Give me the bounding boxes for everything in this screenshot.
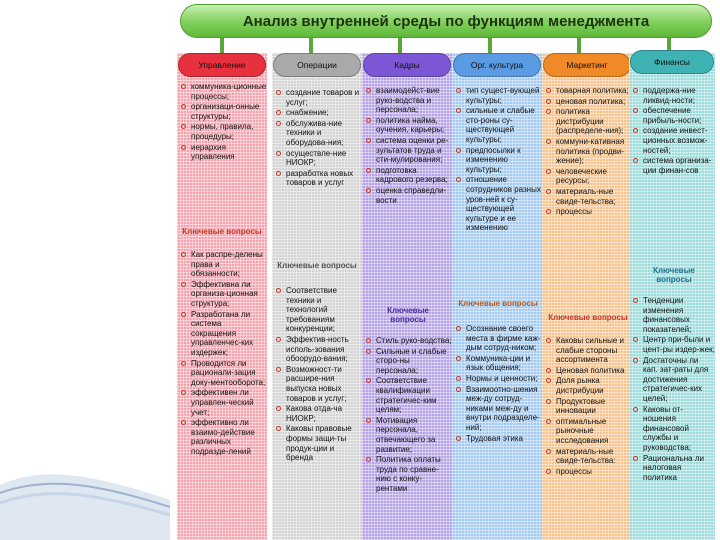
key-questions-label-operations: Ключевые вопросы xyxy=(277,260,357,270)
list-item: коммуни-кативная политика (продви-жение); xyxy=(546,137,632,166)
list-item: материаль-ные свиде-тельства; xyxy=(546,187,632,206)
column-header-marketing: Маркетинг xyxy=(543,53,631,77)
list-item: сильные и слабые сто-роны су-ществующей культуры; xyxy=(456,106,542,144)
marketing-items-list xyxy=(546,86,632,218)
list-item: Как распре-делены права и обязанности; xyxy=(181,250,267,279)
list-item: оптимальные рыночные исследования xyxy=(546,417,632,446)
list-item: Какова отда-ча НИОКР; xyxy=(276,404,362,423)
list-item: политика найма, оучения, карьеры; xyxy=(366,116,452,135)
list-item: предпосылки к изменению культуры; xyxy=(456,146,542,175)
finance-items-list xyxy=(633,86,715,176)
list-item: Взаимоотно-шения меж-ду сотруд-никами меж-ду и внутри подразделе-ний; xyxy=(456,385,542,433)
operations-questions-list xyxy=(276,286,362,464)
column-header-personnel: Кадры xyxy=(363,53,451,77)
list-item: Каковы правовые формы защи-ты продук-ции и бренда xyxy=(276,424,362,462)
list-item: Стиль руко-водства; xyxy=(366,336,452,346)
management-questions-list xyxy=(181,250,267,457)
list-item: Каковы от-ношения финансовой службы и руководства; xyxy=(633,405,715,453)
list-item: создание товаров и услуг; xyxy=(276,88,362,107)
list-item: тип сущест-вующей культуры; xyxy=(456,86,542,105)
list-item: иерархия управления xyxy=(181,143,267,162)
list-item: эффективно ли взаимо-действие различных подразде-лений xyxy=(181,418,267,456)
list-item: Политика оплаты труда по сравне-нию с конку-рентами xyxy=(366,455,452,493)
key-questions-label-personnel: Ключевые вопросы xyxy=(387,306,429,324)
org-culture-items-list xyxy=(456,86,542,234)
list-item: Центр при-были и цент-ры издер-жек; xyxy=(633,335,715,354)
decorative-swoosh xyxy=(0,445,170,540)
marketing-questions-list xyxy=(546,336,632,477)
key-questions-label-marketing: Ключевые вопросы xyxy=(548,312,628,322)
column-header-operations: Операции xyxy=(273,53,361,77)
list-item: Продуктовые инновации xyxy=(546,397,632,416)
list-item: коммуника-ционные процессы; xyxy=(181,82,267,101)
column-header-org-culture: Орг. культура xyxy=(453,53,541,77)
list-item: Сильные и слабые сторо-ны персонала; xyxy=(366,347,452,376)
list-item: Достаточны ли кап. зат-раты для достижения стратегичес-ких целей; xyxy=(633,356,715,404)
list-item: отношение сотрудников разных уров-ней к су-ществующей культуре и ее изменению xyxy=(456,175,542,233)
diagram-title: Анализ внутренней среды по функциям менеджмента xyxy=(180,4,712,38)
list-item: Соответствие квалификации стратегичес-ким целям; xyxy=(366,376,452,414)
list-item: Возможност-ти расшире-ния выпуска новых товаров и услуг; xyxy=(276,365,362,403)
list-item: обеспечение прибыль-ности; xyxy=(633,106,715,125)
column-header-finance: Финансы xyxy=(630,50,714,74)
list-item: осуществле-ние НИОКР; xyxy=(276,149,362,168)
key-questions-label-org-culture: Ключевые вопросы xyxy=(458,298,538,308)
key-questions-label-management: Ключевые вопросы xyxy=(182,226,262,236)
list-item: Осознание своего места в фирме каж-дым сотруд-ником; xyxy=(456,324,542,353)
list-item: Проводится ли рационали-зация доку-ментооборота; xyxy=(181,359,267,388)
list-item: Ценовая политика xyxy=(546,366,632,376)
management-items-list xyxy=(181,82,267,163)
list-item: Нормы и ценности; xyxy=(456,374,542,384)
operations-items-list xyxy=(276,88,362,189)
finance-questions-list xyxy=(633,296,715,483)
list-item: разработка новых товаров и услуг xyxy=(276,169,362,188)
list-item: Эффектив-ность исполь-зования обоорудо-вания; xyxy=(276,335,362,364)
list-item: товарная политика; xyxy=(546,86,632,96)
list-item: человеческие ресурсы; xyxy=(546,167,632,186)
column-header-management: Управление xyxy=(178,53,266,77)
list-item: нормы, правила, процедуры; xyxy=(181,122,267,141)
list-item: снабжение; xyxy=(276,108,362,118)
list-item: организаци-онные структуры; xyxy=(181,102,267,121)
list-item: Рациональна ли налоговая политика xyxy=(633,454,715,483)
list-item: создание инвест-ционных возмож-ностей; xyxy=(633,126,715,155)
list-item: оценка справедли-вости xyxy=(366,186,452,205)
list-item: политика дистрибуции (распределе-ния); xyxy=(546,107,632,136)
list-item: Коммуника-ции и язык общения; xyxy=(456,354,542,373)
list-item: Трудовая этика xyxy=(456,434,542,444)
list-item: процессы xyxy=(546,207,632,217)
list-item: Соответствие техники и технологий требованиям конкуренции; xyxy=(276,286,362,334)
list-item: подготовка кадрового резерва; xyxy=(366,166,452,185)
list-item: эффективен ли управлен-ческий учет; xyxy=(181,388,267,417)
list-item: Доля рынка дистрибуции xyxy=(546,376,632,395)
list-item: Тенденции изменения финансовых показателей; xyxy=(633,296,715,334)
list-item: процессы xyxy=(546,467,632,477)
list-item: поддержа-ние ликвид-ности; xyxy=(633,86,715,105)
list-item: Мотивация персонала, отвечающего за развитие; xyxy=(366,416,452,454)
key-questions-label-finance: Ключевые вопросы xyxy=(653,266,695,284)
list-item: Эффективна ли организа-ционная структура; xyxy=(181,280,267,309)
list-item: Каковы сильные и слабые стороны ассортимента xyxy=(546,336,632,365)
org-culture-questions-list xyxy=(456,324,542,444)
list-item: система оценки ре-зультатов труда и сти-мулирования; xyxy=(366,136,452,165)
personnel-items-list xyxy=(366,86,452,206)
list-item: система организа-ции финан-сов xyxy=(633,156,715,175)
list-item: взаимодейст-вие руко-водства и персонала; xyxy=(366,86,452,115)
list-item: Разработана ли система сокращения управленчес-ких издержек; xyxy=(181,310,267,358)
list-item: материаль-ные свиде-тельства: xyxy=(546,447,632,466)
list-item: обслужива-ние техники и оборудова-ния; xyxy=(276,119,362,148)
personnel-questions-list xyxy=(366,336,452,495)
list-item: ценовая политика; xyxy=(546,97,632,107)
